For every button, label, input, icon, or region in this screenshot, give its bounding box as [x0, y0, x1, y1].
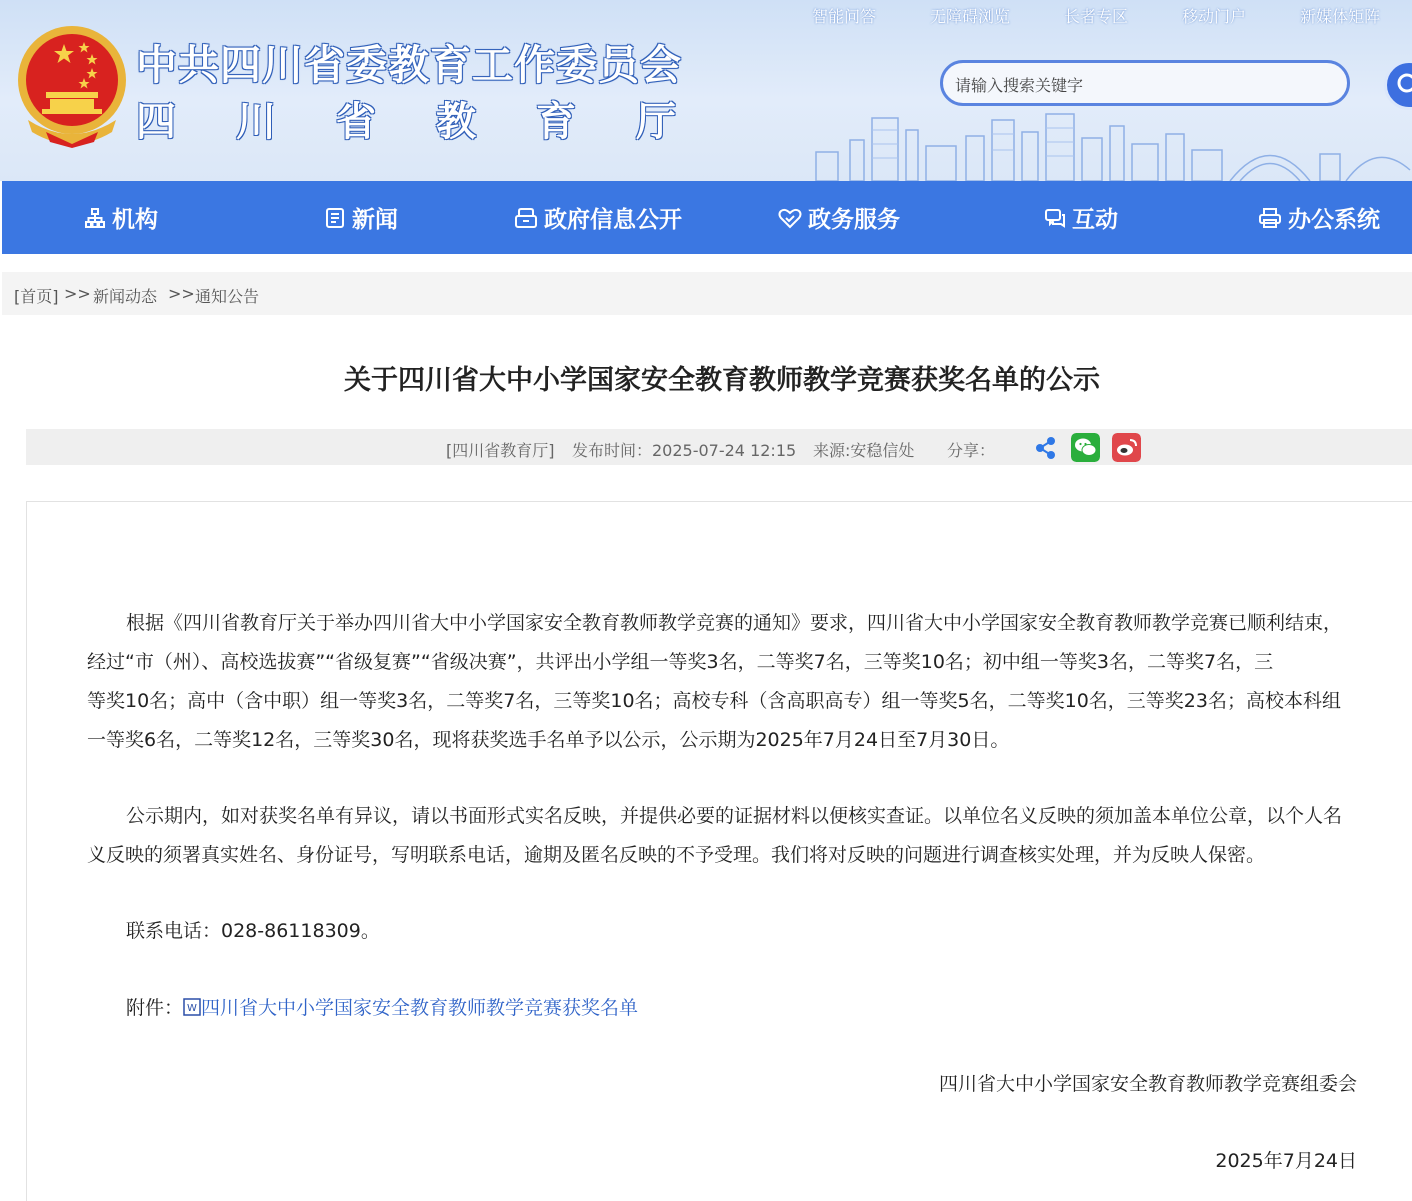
signature: 四川省大中小学国家安全教育教师教学竞赛组委会 — [938, 1073, 1357, 1095]
attachment-row — [126, 993, 638, 1020]
breadcrumb-home[interactable]: [首页] — [14, 287, 59, 306]
meta-source: 来源:安稳信处 — [813, 441, 915, 460]
top-link-elderly[interactable]: 长者专区 — [1064, 7, 1129, 26]
meta-publish-time: 发布时间：2025-07-24 12:15 — [572, 441, 797, 460]
breadcrumb — [2, 272, 1412, 315]
nav-item-news[interactable]: 新闻 — [324, 181, 398, 254]
search-icon — [1387, 63, 1412, 107]
breadcrumb-sep: >> — [64, 284, 91, 303]
attachment-label: 附件： — [126, 997, 184, 1019]
paragraph-1-line: 一等奖6名，二等奖12名，三等奖30名，现将获奖选手名单予以公示，公示期为2025年7月24日至7月30日。 — [87, 729, 1010, 751]
search-button[interactable] — [1384, 60, 1412, 110]
paragraph-1-line: 根据《四川省教育厅关于举办四川省大中小学国家安全教育教师教学竞赛的通知》要求，四川省大中小学国家安全教育教师教学竞赛已顺利结束， — [126, 612, 1343, 634]
meta-share-label: 分享： — [947, 441, 996, 460]
gov-info-icon — [514, 207, 538, 229]
nav-item-services[interactable]: 政务服务 — [778, 181, 900, 254]
nav-item-org[interactable]: 机构 — [84, 181, 158, 254]
org-chart-icon — [84, 207, 106, 229]
weibo-icon[interactable] — [1112, 433, 1141, 462]
share-icon[interactable] — [1031, 433, 1060, 462]
site-header — [0, 0, 1412, 181]
top-link-ai-qa[interactable]: 智能问答 — [812, 7, 877, 26]
news-icon — [324, 207, 346, 229]
breadcrumb-news[interactable]: 新闻动态 — [93, 287, 158, 306]
breadcrumb-notices[interactable]: 通知公告 — [195, 287, 260, 306]
chat-icon — [1044, 207, 1066, 229]
nav-item-interact[interactable]: 互动 — [1044, 181, 1118, 254]
search-box — [940, 60, 1350, 106]
paragraph-1-line: 等奖10名；高中（含中职）组一等奖3名，二等奖7名，三等奖10名；高校专科（含高职高专）组一等奖5名，二等奖10名，三等奖23名；高校本科组 — [87, 690, 1341, 712]
paragraph-2-line: 公示期内，如对获奖名单有异议，请以书面形式实名反映，并提供必要的证据材料以便核实查证。以单位名义反映的须加盖本单位公章，以个人名 — [126, 805, 1343, 827]
paragraph-1-line: 经过“市（州）、高校选拔赛”“省级复赛”“省级决赛”，共评出小学组一等奖3名，二等奖7名，三等奖10名；初中组一等奖3名，二等奖7名，三 — [87, 651, 1274, 673]
svg-text:W: W — [187, 1003, 197, 1014]
signature-date: 2025年7月24日 — [1215, 1150, 1357, 1172]
meta-source-org: [四川省教育厅] — [446, 441, 555, 460]
org-name: 中共四川省委教育工作委员会 — [136, 41, 682, 89]
dept-name: 四 川 省 教 育 厅 — [136, 99, 676, 145]
nav-item-office[interactable]: 办公系统 — [1258, 181, 1380, 254]
contact-phone: 联系电话：028-86118309。 — [126, 920, 380, 942]
breadcrumb-sep: >> — [168, 284, 195, 303]
top-link-new-media[interactable]: 新媒体矩阵 — [1300, 7, 1381, 26]
paragraph-2-line: 义反映的须署真实姓名、身份证号，写明联系电话，逾期及匿名反映的不予受理。我们将对反映的问题进行调查核实处理，并为反映人保密。 — [87, 844, 1266, 866]
article-title: 关于四川省大中小学国家安全教育教师教学竞赛获奖名单的公示 — [344, 365, 1100, 396]
main-nav — [2, 181, 1412, 254]
heart-hand-icon — [778, 207, 802, 229]
printer-icon — [1258, 207, 1282, 229]
wechat-icon[interactable] — [1071, 433, 1100, 462]
top-link-mobile[interactable]: 移动门户 — [1182, 7, 1247, 26]
article-meta — [26, 429, 1412, 465]
top-links — [812, 4, 1412, 27]
search-input[interactable] — [953, 71, 1337, 99]
national-emblem-icon — [16, 22, 128, 148]
word-doc-icon — [183, 998, 201, 1016]
attachment-link[interactable]: 四川省大中小学国家安全教育教师教学竞赛获奖名单 — [201, 997, 639, 1019]
nav-item-gov-info[interactable]: 政府信息公开 — [514, 181, 682, 254]
top-link-accessibility[interactable]: 无障碍浏览 — [930, 7, 1011, 26]
skyline-illustration — [810, 110, 1412, 181]
